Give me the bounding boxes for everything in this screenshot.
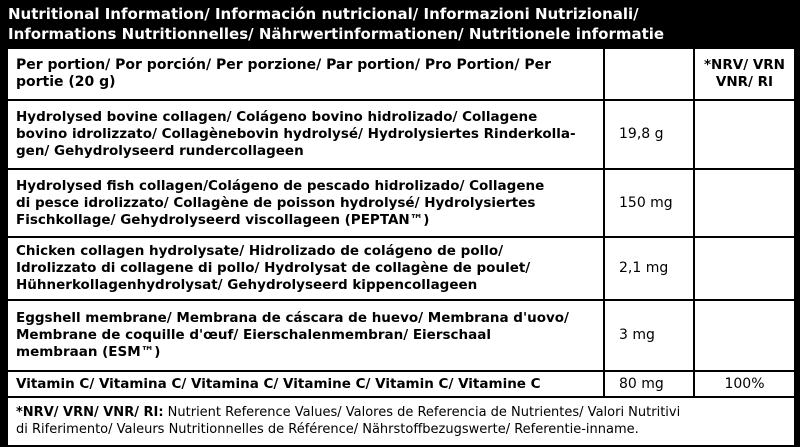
label-header [0,0,800,47]
nutrition-table [6,47,796,398]
row-name-line: Hydrolysed bovine collagen/ Colágeno bovino hidrolizado/ Collagene [16,109,538,125]
row-name-line: bovino idrolizzato/ Collagènebovin hydrolysé/ Hydrolysiertes Rinderkolla- [16,126,576,142]
row-name-line: Chicken collagen hydrolysate/ Hidrolizado de colágeno de pollo/ [16,243,504,259]
footnote-text-1: Nutrient Reference Values/ Valores de Referencia de Nutrientes/ Valori Nutritivi [163,405,681,420]
row-amount: 150 mg [605,170,695,238]
row-amount: 3 mg [605,301,695,372]
row-amount: 2,1 mg [605,238,695,301]
row-amount: 19,8 g [605,101,695,170]
row-nrv [695,238,794,301]
row-name-line: Idrolizzato di collagene di pollo/ Hydrolysat de collagène de poulet/ [16,260,531,276]
row-name-line: Eggshell membrane/ Membrana de cáscara de huevo/ Membrana d'uovo/ [16,310,569,326]
footnote-text-2: di Riferimento/ Valeurs Nutritionnelles de Référence/ Nährstoffbezugswerte/ Referentie-inname. [16,422,639,437]
table-row-name [8,301,605,372]
nrv-header [695,49,794,101]
row-name-line: Fischkollage/ Gehydrolyseerd viscollageen (PEPTAN™) [16,211,430,228]
row-name-line: Vitamin C/ Vitamina C/ Vitamina C/ Vitamine C/ Vitamin C/ Vitamine C [16,375,541,392]
nrv-header-line-2: VNR/ RI [715,74,774,90]
table-row-name [8,372,605,396]
table-row-name [8,101,605,170]
row-name-line: di pesce idrolizzato/ Collagène de poisson hydrolysé/ Hydrolysiertes [16,194,536,211]
row-name-line: gen/ Gehydrolyseerd rundercollageen [16,143,304,159]
row-name-line: Hydrolysed fish collagen/Colágeno de pescado hidrolizado/ Collagene [16,177,545,194]
row-nrv [695,301,794,372]
header-line-1: Nutritional Information/ Información nutricional/ Informazioni Nutrizionali/ [8,5,639,23]
footnote [6,398,796,447]
row-name-line: membraan (ESM™) [16,344,161,360]
row-name-line: Membrane de coquille d'œuf/ Eierschalenmembran/ Eierschaal [16,327,491,343]
row-nrv [695,101,794,170]
table-row-name [8,238,605,301]
row-nrv: 100% [724,375,765,392]
row-amount: 80 mg [605,372,695,396]
per-portion-header: Per portion/ Por porción/ Per porzione/ Par portion/ Pro Portion/ Per portie (20 g) [8,49,605,101]
table-row-name [8,170,605,238]
header-line-2: Informations Nutritionnelles/ Nährwertinformationen/ Nutritionele informatie [8,25,665,43]
row-nrv [695,170,794,238]
amount-header-cell [605,49,695,101]
nrv-header-line-1: *NRV/ VRN [704,57,785,73]
footnote-abbrev: *NRV/ VRN/ VNR/ RI: [16,405,164,420]
row-name-line: Hühnerkollagenhydrolysat/ Gehydrolyseerd kippencollageen [16,277,478,293]
